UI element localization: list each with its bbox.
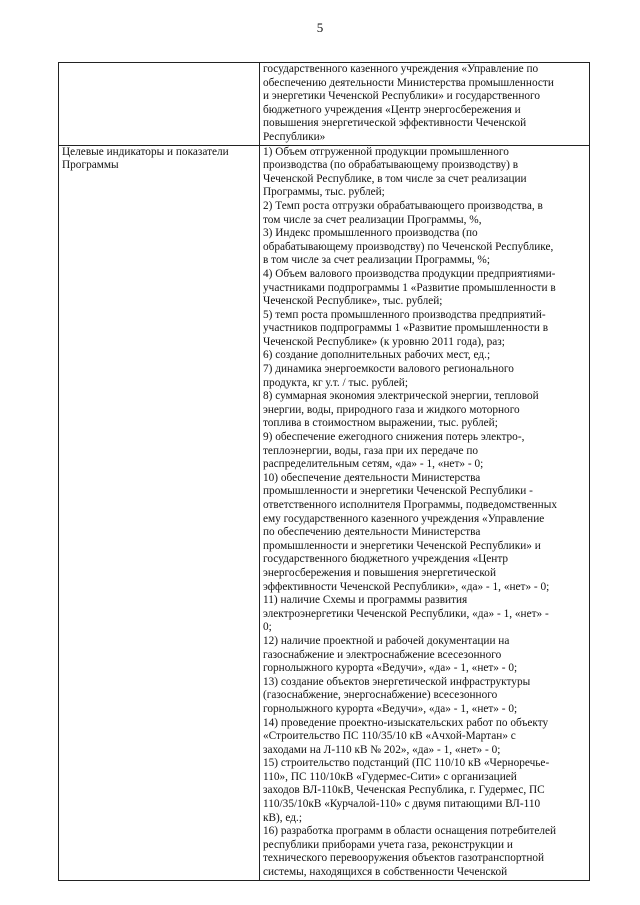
content-line: распределительным сетям, «да» - 1, «нет» - 0; [263, 458, 484, 471]
page-number: 5 [316, 20, 324, 35]
content-line: заходами на Л-110 кВ № 202», «да» - 1, «нет» - 0; [263, 743, 501, 756]
content-line: 0; [263, 621, 272, 634]
content-line: 2) Темп роста отгрузки обрабатывающего производства, в [263, 199, 543, 212]
content-line: промышленности и энергетики Чеченской Республики» и [263, 539, 541, 552]
content-line: по обеспечению деятельности Министерства [263, 526, 481, 539]
content-line: 16) разработка программ в области оснащения потребителей [263, 825, 557, 838]
content-line: теплоэнергии, воды, газа при их передаче по [263, 444, 479, 457]
content-line: повышения энергетической эффективности Чеченской [263, 117, 527, 130]
content-line: 11) наличие Схемы и программы развития [263, 594, 468, 607]
content-line: газоснабжение и электроснабжение всесезонного [263, 648, 502, 661]
row-content-cell [260, 63, 590, 146]
content-line: продукта, кг у.т. / тыс. рублей; [263, 376, 408, 389]
content-line: государственного бюджетного учреждения «Центр [263, 553, 509, 566]
content-line: топлива в стоимостном выражении, тыс. рублей; [263, 417, 498, 430]
content-line: горнолыжного курорта «Ведучи», «да» - 1, «нет» - 0; [263, 702, 518, 715]
content-line: промышленности и энергетики Чеченской Республики - [263, 485, 533, 498]
content-line: Чеченской Республике» (к уровню 2011 года), раз; [263, 335, 505, 348]
content-line: 13) создание объектов энергетической инфраструктуры [263, 675, 531, 688]
content-line: горнолыжного курорта «Ведучи», «да» - 1, «нет» - 0; [263, 662, 518, 675]
content-line: в том числе за счет реализации Программы, %; [263, 254, 490, 267]
content-line: 5) темп роста промышленного производства предприятий- [263, 308, 546, 321]
program-passport-table [58, 62, 590, 881]
content-line: 8) суммарная экономия электрической энергии, тепловой [263, 390, 539, 403]
content-line: электроэнергетики Чеченской Республики, «да» - 1, «нет» - [263, 607, 549, 620]
content-line: ему государственного казенного учреждения «Управление [263, 512, 545, 525]
table-row [59, 63, 590, 146]
row-content-cell [260, 145, 590, 880]
content-line: участниками подпрограммы 1 «Развитие промышленности в [263, 281, 556, 294]
content-line: энергии, воды, природного газа и жидкого моторного [263, 403, 520, 416]
content-line: 110/35/10кВ «Курчалой-110» с двумя питающими ВЛ-110 [263, 798, 541, 811]
content-line: 3) Индекс промышленного производства (по [263, 227, 478, 240]
content-line: системы, находящихся в собственности Чеченской [263, 866, 508, 879]
content-line: 9) обеспечение ежегодного снижения потерь электро-, [263, 431, 525, 444]
content-line: 7) динамика энергоемкости валового регионального [263, 363, 514, 376]
content-line: 4) Объем валового производства продукции предприятиями- [263, 267, 556, 280]
content-line: технического перевооружения объектов газотранспортной [263, 852, 545, 865]
content-line: 14) проведение проектно-изыскательских работ по объекту [263, 716, 549, 729]
content-line: ответственного исполнителя Программы, подведомственных [263, 499, 557, 511]
content-line: Программы, тыс. рублей; [263, 186, 385, 199]
content-line: Республики» [263, 130, 326, 143]
content-line: 10) обеспечение деятельности Министерства [263, 471, 481, 484]
content-line: Чеченской Республике», тыс. рублей; [263, 295, 443, 308]
content-line: эффективности Чеченской Республики», «да» - 1, «нет» - 0; [263, 580, 550, 593]
content-line: Чеченской Республике, в том числе за счет реализации [263, 172, 527, 185]
content-line: участников подпрограммы 1 «Развитие промышленности в [263, 322, 549, 335]
content-line: 15) строительство подстанций (ПС 110/10 кВ «Черноречье- [263, 757, 550, 770]
content-line: кВ), ед.; [263, 811, 303, 824]
content-line: обрабатывающему производству) по Чеченской Республике, [263, 240, 554, 253]
row-label-cell [59, 145, 260, 880]
content-line: государственного казенного учреждения «Управление по [263, 63, 539, 75]
content-line: «Строительство ПС 110/35/10 кВ «Ачхой-Мартан» с [263, 730, 516, 743]
content-line: (газоснабжение, энергоснабжение) всесезонного [263, 689, 498, 702]
content-line: обеспечению деятельности Министерства промышленности [263, 76, 554, 89]
content-line: 12) наличие проектной и рабочей документации на [263, 634, 510, 647]
content-line: энергосбережения и повышения энергетической [263, 566, 496, 579]
content-line: 6) создание дополнительных рабочих мест, ед.; [263, 349, 491, 362]
content-line: 1) Объем отгруженной продукции промышленного [263, 145, 509, 158]
row-label-cell [59, 63, 260, 146]
content-line: заходов ВЛ-110кВ, Чеченская Республика, г. Гудермес, ПС [263, 784, 545, 797]
content-line: том числе за счет реализации Программы, %, [263, 213, 482, 226]
content-line: республики приборами учета газа, реконструкции и [263, 838, 513, 851]
table-row [59, 145, 590, 880]
row-label: Целевые индикаторы и показатели Программы [62, 145, 229, 172]
content-line: 110», ПС 110/10кВ «Гудермес-Сити» с организацией [263, 770, 517, 783]
content-line: производства (по обрабатывающему производству) в [263, 159, 519, 172]
content-line: бюджетного учреждения «Центр энергосбережения и [263, 103, 521, 116]
content-line: и энергетики Чеченской Республики» и государственного [263, 90, 541, 103]
